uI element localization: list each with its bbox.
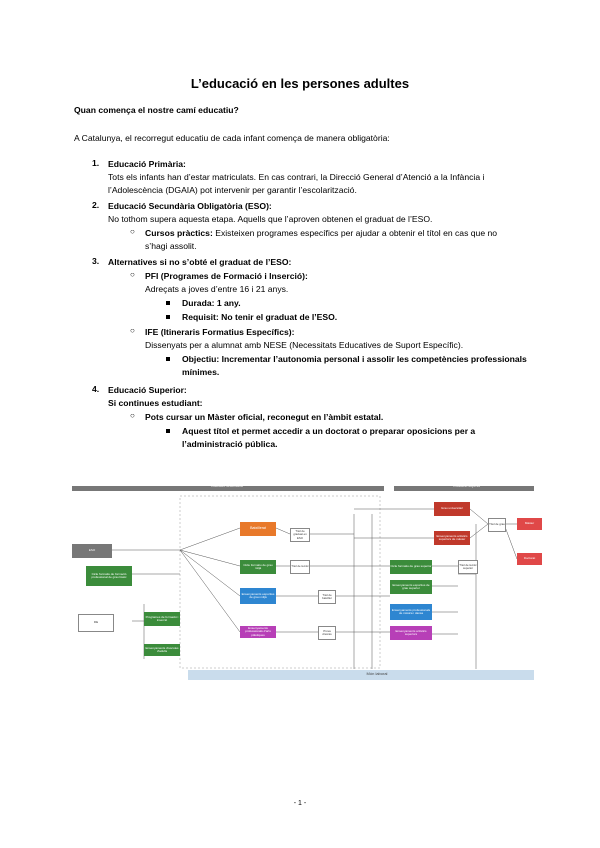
header-left-label: Educació secundària [211,484,243,488]
bullet-square [166,301,170,305]
pfi-box: Programes de formació i inserció [144,612,180,626]
item-1-heading: Educació Primària: [108,159,186,169]
master-dipl-box: Ensenyaments artístics superiors de màster [434,531,470,545]
titol-batx-box: Títol de batxiller [318,590,336,604]
item-2-number: 2. [92,200,100,210]
ife-objectiu-1: Objectiu: Incrementar l’autonomia personal i assolir les competències professionals [182,354,527,364]
item-1-line-2: l’Adolescència (DGAIA) pot intervenir per garantir l’escolarització. [108,185,357,195]
page-title: L’educació en les persones adultes [190,76,410,91]
item-4-doctorat-2: l’administració pública. [182,439,278,449]
bullet-circle: ○ [130,227,135,236]
ife-line: Dissenyats per a alumnat amb NESE (Necessitats Educatives de Suport Específic). [145,340,464,350]
page-number: - 1 - [293,800,307,807]
arts-mitja-box: Ensenyaments professionals d'arts plàstiques [240,626,276,638]
item-1-line-1: Tots els infants han d’estar matriculats. En cas contrari, la Direcció General d’Atenció a la Infància i [108,172,485,182]
bullet-circle: ○ [130,326,135,335]
ife-objectiu-2: mínimes. [182,367,220,377]
batxillerat-box: Batxillerat [240,522,276,536]
intro-text: A Catalunya, el recorregut educatiu de cada infant comença de manera obligatòria: [74,133,390,143]
pfi-line: Adreçats a joves d’entre 16 i 21 anys. [145,284,289,294]
bullet-square [166,429,170,433]
dashed-region [180,496,380,668]
grau-box: Grau universitari [434,502,470,516]
pfi-durada: Durada: 1 any. [182,298,241,308]
arts-superior-box: Ensenyaments artístics superiors [390,626,432,640]
titol-grau-box: Títol de grau [488,518,506,532]
master-box: Màster [517,518,542,530]
titol-tecnic-box: Títol de tècnic [290,560,310,574]
cfgm-box: Cicle formatiu de grau mitjà [240,560,276,574]
item-4-number: 4. [92,384,100,394]
prova-acces-box: Prova d'accés [318,626,336,640]
intro-question: Quan comença el nostre camí educatiu? [74,105,239,115]
bullet-square [166,315,170,319]
pfi-heading: PFI (Programes de Formació i Inserció): [145,271,308,281]
item-2-line-1: No tothom supera aquesta etapa. Aquells que l’aproven obtenen el graduat de l’ESO. [108,214,433,224]
doctorat-box: Doctorat [517,553,542,565]
item-4-doctorat-1: Aquest títol et permet accedir a un doctorat o preparar oposicions per a [182,426,476,436]
pfi-requisit: Requisit: No tenir el graduat de l’ESO. [182,312,338,322]
item-1-number: 1. [92,158,100,168]
item-4-master: Pots cursar un Màster oficial, reconegut en l’àmbit estatal. [145,412,384,422]
titol-superior-box: Títol de tècnic superior [458,560,478,574]
bottom-bar-label: Món laboral [366,671,388,676]
cfgs-box: Cicle formatiu de grau superior [390,560,432,574]
cicle-fp-box: Cicle formatiu de formació professional de grau bàsic [86,566,132,586]
ife-heading: IFE (Itineraris Formatius Específics): [145,327,295,337]
item-2-sub-line-2: s’hagi assolit. [145,241,197,251]
escoles-adults-box: Ensenyaments d'escoles d'adults [144,644,180,656]
esport-superior-box: Ensenyaments esportius de grau superior [390,580,432,594]
item-4-heading: Educació Superior: [108,385,187,395]
education-system-diagram [72,484,534,684]
ife-box: IFE [78,614,114,632]
header-right-label: Educació superior [453,484,481,488]
titol-eso-box: Títol de graduat en ESO [290,528,310,542]
bullet-circle: ○ [130,270,135,279]
item-4-line: Si continues estudiant: [108,398,203,408]
bullet-circle: ○ [130,411,135,420]
item-2-sub-label: Cursos pràctics: [145,228,213,238]
musica-box: Ensenyaments professionals de música i dansa [390,604,432,620]
bullet-square [166,357,170,361]
item-2-sub-text-1: Existeixen programes específics per ajudar a obtenir el títol en cas que no [215,228,498,238]
item-3-heading: Alternatives si no s’obté el graduat de l’ESO: [108,257,292,267]
item-3-number: 3. [92,256,100,266]
esport-mitja-box: Ensenyaments esportius de grau mitjà [240,588,276,604]
item-2-heading: Educació Secundària Obligatòria (ESO): [108,201,272,211]
item-2-sub-line-1 [145,227,497,239]
eso-box: ESO [72,544,112,558]
